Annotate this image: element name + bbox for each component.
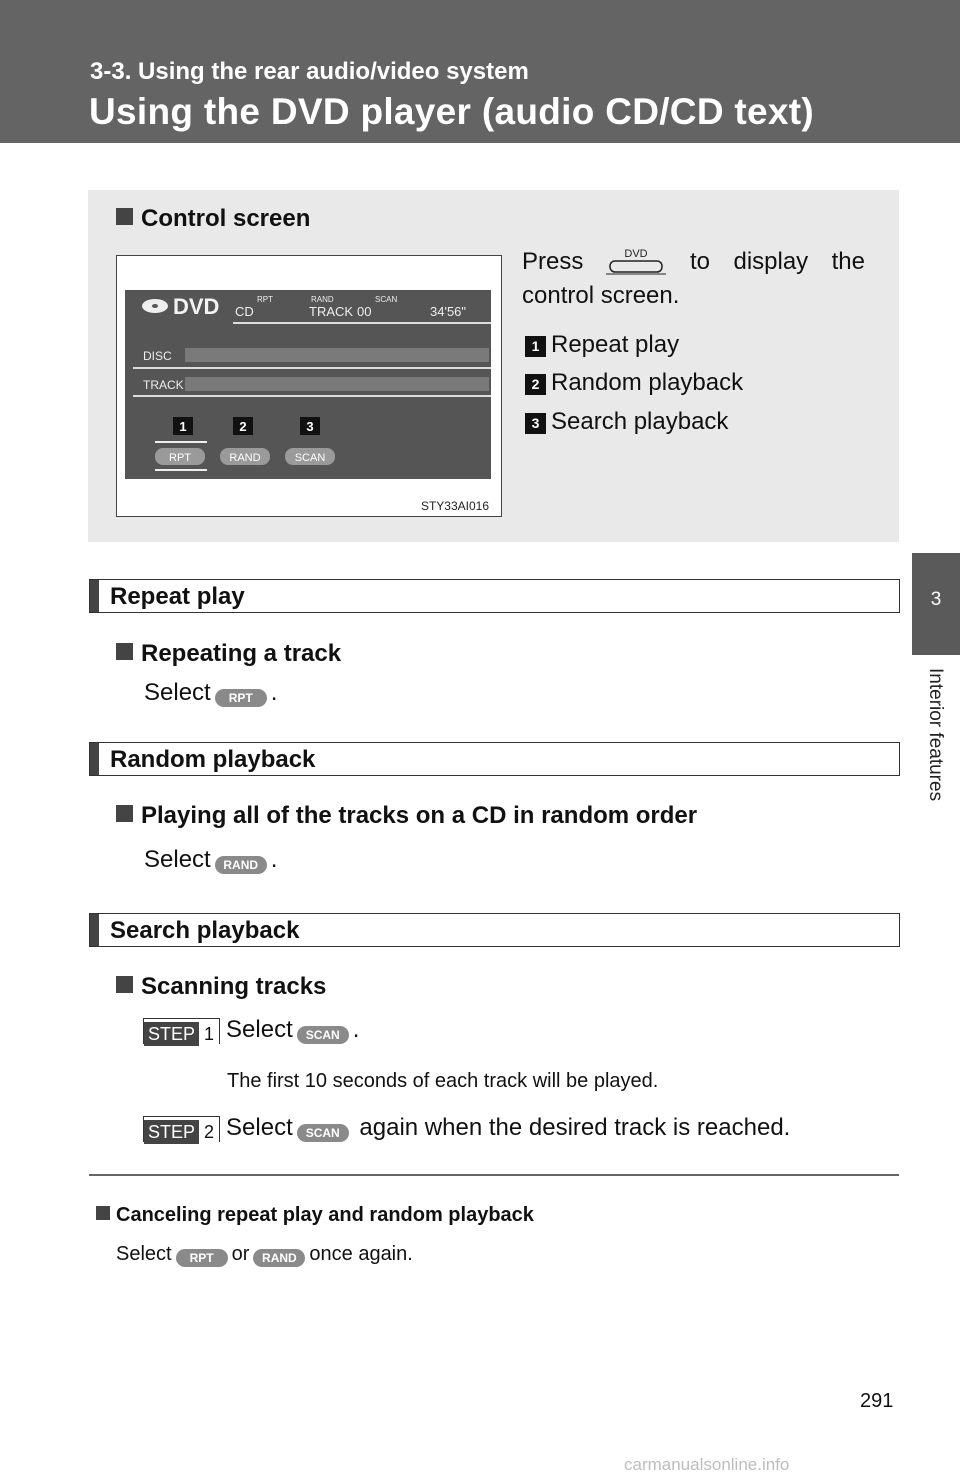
- legend-item-3: 3 Search playback: [525, 408, 728, 436]
- rpt-button-icon: RPT: [176, 1249, 228, 1267]
- random-playback-heading: Random playback: [89, 742, 900, 776]
- press-instruction-line2: control screen.: [522, 282, 680, 309]
- cancel-instruction: Select RPT or RAND once again.: [116, 1243, 413, 1265]
- svg-text:SCAN: SCAN: [294, 452, 326, 464]
- track-row-label: TRACK: [143, 378, 184, 392]
- repeat-play-heading: Repeat play: [89, 579, 900, 613]
- square-bullet-icon: [116, 805, 133, 822]
- scan-indicator: SCAN: [375, 295, 398, 304]
- square-bullet-icon: [96, 1206, 110, 1220]
- cancel-heading: Canceling repeat play and random playback: [96, 1204, 534, 1227]
- rpt-indicator: RPT: [257, 295, 273, 304]
- rpt-button-icon: RPT: [215, 689, 267, 707]
- callout-1: 1: [179, 419, 187, 434]
- page-header: [0, 0, 960, 143]
- track-time: 34'56": [430, 304, 467, 319]
- square-bullet-icon: [116, 976, 133, 993]
- scan-button-icon: SCAN: [297, 1026, 349, 1044]
- track-number: 00: [357, 304, 372, 319]
- legend-item-1: 1 Repeat play: [525, 331, 679, 359]
- svg-text:RPT: RPT: [169, 452, 191, 464]
- rand-button-icon: RAND: [215, 856, 267, 874]
- rand-button-icon: RAND: [253, 1249, 305, 1267]
- section-title: 3-3. Using the rear audio/video system: [90, 58, 529, 85]
- search-playback-heading: Search playback: [89, 913, 900, 947]
- repeat-instruction: Select RPT .: [144, 679, 278, 706]
- press-instruction-line1: Press: [522, 248, 584, 275]
- dvd-logo: DVD: [173, 294, 220, 319]
- square-bullet-icon: [116, 643, 133, 660]
- callout-2: 2: [239, 419, 247, 434]
- page-number: 291: [860, 1390, 894, 1412]
- mode-label: CD: [235, 304, 254, 319]
- divider: [89, 1174, 899, 1176]
- square-bullet-icon: [116, 208, 133, 225]
- control-screen-illustration: [116, 255, 502, 517]
- svg-text:RAND: RAND: [229, 452, 261, 464]
- page-title: Using the DVD player (audio CD/CD text): [89, 91, 815, 132]
- search-subheading: Scanning tracks: [116, 973, 326, 1001]
- control-screen-heading: Control screen: [116, 205, 310, 233]
- track-label: TRACK: [309, 304, 354, 319]
- callout-3: 3: [306, 419, 314, 434]
- chapter-number: 3: [930, 589, 942, 610]
- scan-button-icon: SCAN: [297, 1124, 349, 1142]
- random-instruction: Select RAND .: [144, 846, 278, 873]
- step2-instruction: STEP 2 Select SCAN again when the desired track is reached.: [143, 1114, 790, 1142]
- chapter-tab[interactable]: [912, 553, 960, 655]
- rand-indicator: RAND: [311, 295, 334, 304]
- random-subheading: Playing all of the tracks on a CD in random order: [116, 802, 697, 830]
- image-code: STY33AI016: [420, 499, 489, 513]
- watermark: carmanualsonline.info: [624, 1455, 790, 1474]
- dvd-control-screen: [125, 290, 491, 479]
- legend-item-2: 2 Random playback: [525, 369, 743, 397]
- repeat-subheading: Repeating a track: [116, 640, 341, 668]
- step1-note: The first 10 seconds of each track will be played.: [227, 1070, 659, 1092]
- disc-row-label: DISC: [143, 349, 172, 363]
- svg-text:DVD: DVD: [624, 248, 648, 260]
- step-1-badge: STEP 1: [143, 1018, 220, 1044]
- chapter-side-label: [913, 668, 959, 828]
- step1-instruction: STEP 1 Select SCAN .: [143, 1016, 359, 1044]
- step-2-badge: STEP 2: [143, 1116, 220, 1142]
- press-instruction-after: to display the: [690, 248, 865, 275]
- chapter-label: Interior features: [925, 668, 946, 802]
